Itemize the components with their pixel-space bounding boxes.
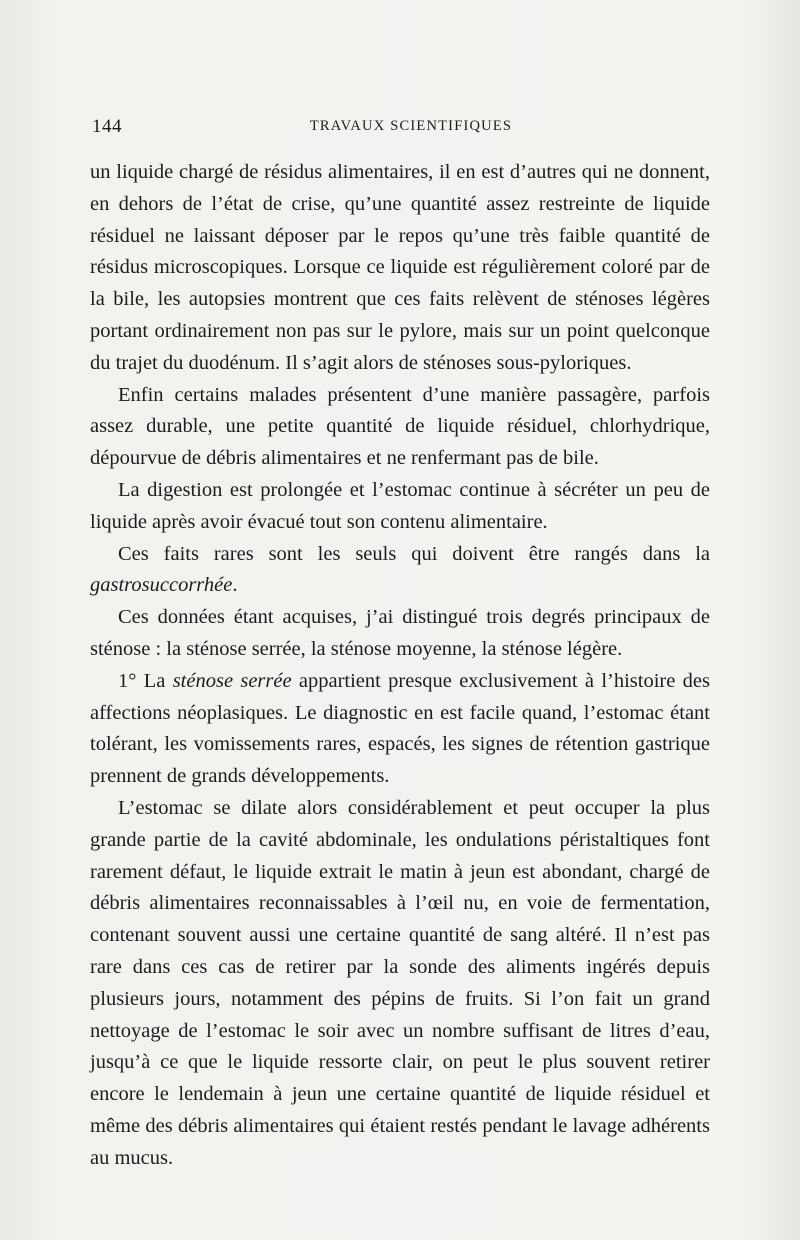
paragraph-6-text: appartient presque exclusivement à l’histoire des affections néoplasiques. Le diagnostic en est facile quand, l’estomac étant tolérant, les vomissements rares, espacés, les signes de rétention gastrique prennent de grands développements.: [90, 669, 710, 788]
paragraph-6: [90, 666, 710, 793]
page-number: 144: [92, 116, 122, 137]
paragraph-2: Enfin certains malades présentent d’une manière passagère, parfois assez durable, une petite quantité de liquide résiduel, chlorhydrique, dépourvue de débris alimentaires et ne renfermant pas de bile.: [90, 383, 710, 470]
paragraph-4: [90, 539, 710, 603]
paragraph-5: Ces données étant acquises, j’ai distingué trois degrés principaux de sténose : la sténose serrée, la sténose moyenne, la sténose légère.: [90, 606, 710, 660]
paragraph-1: un liquide chargé de résidus alimentaires, il en est d’autres qui ne donnent, en dehors de l’état de crise, qu’une quantité assez restreinte de liquide résiduel ne laissant déposer par le repos qu’une très faible quantité de résidus microscopiques. Lorsque ce liquide est régulièrement coloré par de la bile, les autopsies montrent que ces faits relèvent de sténoses légères portant ordinairement non pas sur le pylore, mais sur un point quelconque du trajet du duodénum. Il s’agit alors de sténoses sous-pyloriques.: [90, 161, 710, 374]
paragraph-3: La digestion est prolongée et l’estomac continue à sécréter un peu de liquide après avoir évacué tout son contenu alimentaire.: [90, 478, 710, 533]
paragraph-4-end: .: [232, 574, 238, 597]
paragraph-4-text: Ces faits rares sont les seuls qui doivent être rangés dans la: [118, 542, 710, 565]
paragraph-6-start: 1° La: [118, 669, 173, 692]
gastrosuccorrhee-term: gastrosuccorrhée: [90, 574, 233, 597]
running-title: TRAVAUX SCIENTIFIQUES: [309, 118, 513, 134]
stenose-serree-term: sténose serrée: [172, 669, 292, 692]
body-text: [90, 157, 710, 1175]
page-header: [92, 116, 712, 146]
paragraph-7: L’estomac se dilate alors considérablement et peut occuper la plus grande partie de la cavité abdominale, les ondulations péristaltiques font rarement défaut, le liquide extrait le matin à jeun est abondant, chargé de débris alimentaires reconnaissables à l’œil nu, en voie de fermentation, contenant souvent aussi une certaine quantité de sang altéré. Il n’est pas rare dans ces cas de retirer par la sonde des aliments ingérés depuis plusieurs jours, notamment des pépins de fruits. Si l’on fait un grand nettoyage de l’estomac le soir avec un nombre suffisant de litres d’eau, jusqu’à ce que le liquide ressorte clair, on peut le plus souvent retirer encore le lendemain à jeun une certaine quantité de liquide résiduel et même des débris alimentaires qui étaient restés pendant le lavage adhérents au mucus.: [90, 796, 710, 1169]
